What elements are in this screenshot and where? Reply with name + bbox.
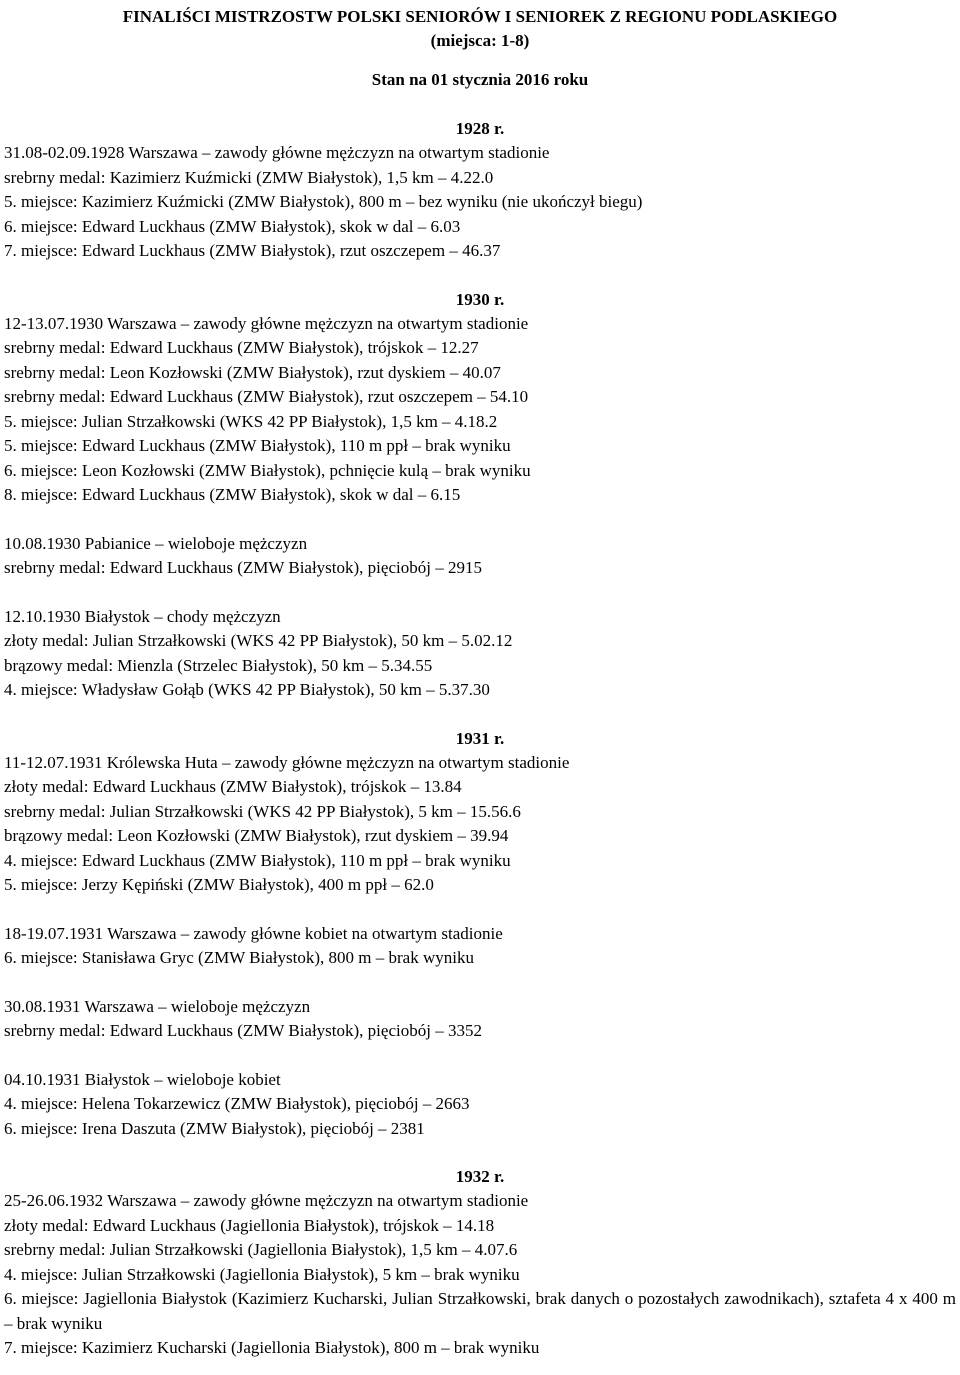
event-title: 18-19.07.1931 Warszawa – zawody główne kobiet na otwartym stadionie [4,923,503,943]
result-line: 7. miejsce: Edward Luckhaus (ZMW Białystok), rzut oszczepem – 46.37 [4,241,501,260]
event-title: 12.10.1930 Białystok – chody mężczyzn [4,606,281,626]
year-heading: 1930 r. [455,289,505,309]
document-page [4,5,956,1361]
event-title: 25-26.06.1932 Warszawa – zawody główne mężczyzn na otwartym stadionie [4,1191,529,1210]
event-block [4,532,956,581]
as-of-date: Stan na 01 stycznia 2016 roku [371,70,589,89]
event-block [4,995,956,1044]
result-line: 4. miejsce: Julian Strzałkowski (Jagiellonia Białystok), 5 km – brak wyniku [4,1264,520,1284]
result-line: 6. miejsce: Edward Luckhaus (ZMW Białystok), skok w dal – 6.03 [4,216,461,236]
year-section [4,727,956,1142]
result-line: srebrny medal: Edward Luckhaus (ZMW Białystok), pięciobój – 3352 [4,1021,482,1040]
result-line: złoty medal: Julian Strzałkowski (WKS 42 PP Białystok), 50 km – 5.02.12 [4,631,513,650]
result-line: 6. miejsce: Irena Daszuta (ZMW Białystok), pięciobój – 2381 [4,1118,425,1138]
year-section [4,117,956,264]
event-block [4,1068,956,1142]
document-subtitle: (miejsca: 1-8) [430,31,530,50]
document-title: FINALIŚCI MISTRZOSTW POLSKI SENIORÓW I SENIOREK Z REGIONU PODLASKIEGO [122,7,838,26]
result-line: 5. miejsce: Julian Strzałkowski (WKS 42 PP Białystok), 1,5 km – 4.18.2 [4,411,498,431]
event-block [4,1189,956,1361]
year-section [4,288,956,703]
result-line: srebrny medal: Leon Kozłowski (ZMW Białystok), rzut dyskiem – 40.07 [4,362,501,382]
result-line: brązowy medal: Mienzla (Strzelec Białystok), 50 km – 5.34.55 [4,655,433,675]
event-block [4,751,956,898]
result-line: 8. miejsce: Edward Luckhaus (ZMW Białystok), skok w dal – 6.15 [4,485,461,504]
year-heading: 1931 r. [455,728,505,748]
result-line: 6. miejsce: Leon Kozłowski (ZMW Białystok), pchnięcie kulą – brak wyniku [4,460,531,480]
result-line: srebrny medal: Julian Strzałkowski (WKS 42 PP Białystok), 5 km – 15.56.6 [4,801,521,821]
result-line: złoty medal: Edward Luckhaus (Jagiellonia Białystok), trójskok – 14.18 [4,1215,495,1235]
event-title: 12-13.07.1930 Warszawa – zawody główne mężczyzn na otwartym stadionie [4,313,529,333]
result-line: 4. miejsce: Helena Tokarzewicz (ZMW Białystok), pięciobój – 2663 [4,1094,470,1113]
event-block [4,605,956,703]
results-list [4,117,956,1361]
year-heading: 1928 r. [455,119,505,138]
result-line: 5. miejsce: Kazimierz Kuźmicki (ZMW Białystok), 800 m – bez wyniku (nie ukończył biegu) [4,192,643,211]
event-title: 11-12.07.1931 Królewska Huta – zawody główne mężczyzn na otwartym stadionie [4,752,570,772]
year-heading: 1932 r. [455,1167,505,1186]
result-line: srebrny medal: Edward Luckhaus (ZMW Białystok), trójskok – 12.27 [4,338,479,357]
result-line: 4. miejsce: Władysław Gołąb (WKS 42 PP Białystok), 50 km – 5.37.30 [4,680,490,699]
result-line: złoty medal: Edward Luckhaus (ZMW Białystok), trójskok – 13.84 [4,777,462,796]
result-line: srebrny medal: Edward Luckhaus (ZMW Białystok), pięciobój – 2915 [4,558,482,577]
event-title: 31.08-02.09.1928 Warszawa – zawody główne mężczyzn na otwartym stadionie [4,143,550,162]
result-line: srebrny medal: Kazimierz Kuźmicki (ZMW Białystok), 1,5 km – 4.22.0 [4,167,494,187]
event-title: 04.10.1931 Białystok – wieloboje kobiet [4,1069,281,1089]
result-line: 4. miejsce: Edward Luckhaus (ZMW Białystok), 110 m ppł – brak wyniku [4,850,511,870]
result-line: brązowy medal: Leon Kozłowski (ZMW Białystok), rzut dyskiem – 39.94 [4,826,509,845]
event-title: 10.08.1930 Pabianice – wieloboje mężczyzn [4,533,308,553]
result-line: 5. miejsce: Jerzy Kępiński (ZMW Białystok), 400 m ppł – 62.0 [4,875,434,894]
result-line: 6. miejsce: Stanisława Gryc (ZMW Białystok), 800 m – brak wyniku [4,948,474,967]
result-line: 6. miejsce: Jagiellonia Białystok (Kazimierz Kucharski, Julian Strzałkowski, brak danych o pozostałych zawodnikach), sztafeta 4 x 400 m – brak wyniku [4,1289,956,1333]
result-line: srebrny medal: Edward Luckhaus (ZMW Białystok), rzut oszczepem – 54.10 [4,387,529,406]
result-line: 7. miejsce: Kazimierz Kucharski (Jagiellonia Białystok), 800 m – brak wyniku [4,1338,540,1357]
year-section [4,1165,956,1361]
event-block [4,141,956,264]
event-block [4,922,956,971]
result-line: 5. miejsce: Edward Luckhaus (ZMW Białystok), 110 m ppł – brak wyniku [4,436,511,455]
result-line: srebrny medal: Julian Strzałkowski (Jagiellonia Białystok), 1,5 km – 4.07.6 [4,1240,518,1259]
event-title: 30.08.1931 Warszawa – wieloboje mężczyzn [4,996,311,1016]
event-block [4,312,956,508]
